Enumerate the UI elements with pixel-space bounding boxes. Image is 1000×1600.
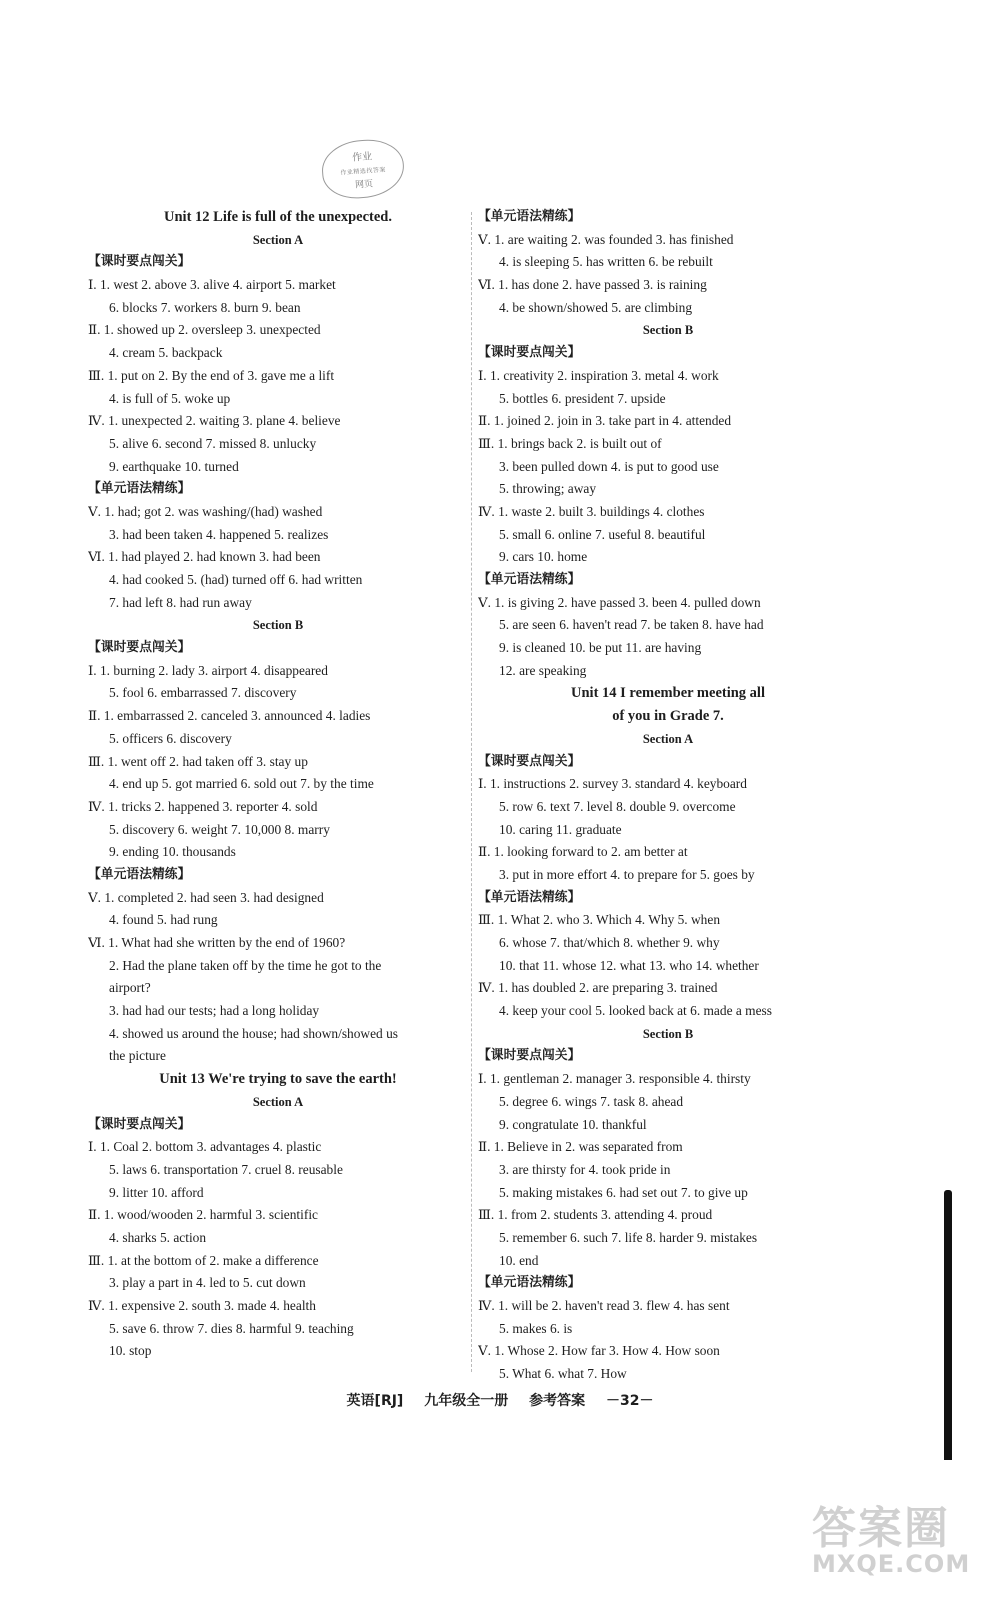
answer-line-continued: 5. throwing; away <box>499 481 597 497</box>
unit-title: of you in Grade 7. <box>612 708 724 725</box>
section-title: Section B <box>252 618 304 633</box>
answer-line: Ⅳ. 1. tricks 2. happened 3. reporter 4. sold <box>88 798 318 814</box>
unit-title: Unit 14 I remember meeting all <box>571 685 765 702</box>
answer-column-right <box>478 206 858 1386</box>
answer-line-continued: 3. had had our tests; had a long holiday <box>109 1003 320 1019</box>
answer-line-continued: 10. that 11. whose 12. what 13. who 14. whether <box>499 957 759 973</box>
answer-line-continued: 5. small 6. online 7. useful 8. beautiful <box>499 526 706 542</box>
block-heading: 【课时要点闯关】 <box>88 254 191 270</box>
answer-line: Ⅳ. 1. has doubled 2. are preparing 3. trained <box>478 980 718 996</box>
answer-line: Ⅰ. 1. instructions 2. survey 3. standard 4. keyboard <box>478 776 747 792</box>
section-title: Section A <box>252 232 304 247</box>
block-heading: 【单元语法精练】 <box>88 866 191 882</box>
answer-line-continued: 6. blocks 7. workers 8. burn 9. bean <box>109 299 301 315</box>
stamp-seal <box>320 137 406 201</box>
seal-line-3: 网页 <box>354 179 374 191</box>
answer-line-continued: 5. save 6. throw 7. dies 8. harmful 9. teaching <box>109 1320 354 1336</box>
answer-line-continued: 7. had left 8. had run away <box>109 594 252 610</box>
answer-line-continued: 5. fool 6. embarrassed 7. discovery <box>109 685 297 701</box>
answer-line-continued: 5. row 6. text 7. level 8. double 9. overcome <box>499 798 736 814</box>
answer-line: Ⅴ. 1. Whose 2. How far 3. How 4. How soon <box>478 1343 720 1359</box>
block-heading: 【单元语法精练】 <box>88 481 191 497</box>
answer-line: Ⅰ. 1. Coal 2. bottom 3. advantages 4. plastic <box>88 1139 322 1155</box>
answer-line-continued: 4. showed us around the house; had shown/showed us <box>109 1025 398 1041</box>
answer-line-continued: 3. had been taken 4. happened 5. realizes <box>109 526 329 542</box>
page-footer <box>0 1390 1000 1410</box>
answer-line-continued: 10. caring 11. graduate <box>499 821 622 837</box>
seal-line-2: 作业精选找答案 <box>340 166 387 177</box>
column-divider <box>471 212 472 1372</box>
answer-line-continued: 5. officers 6. discovery <box>109 730 232 746</box>
answer-line-continued: 4. is full of 5. woke up <box>109 390 231 406</box>
block-heading: 【单元语法精练】 <box>478 1275 581 1291</box>
answer-line: Ⅲ. 1. put on 2. By the end of 3. gave me a lift <box>88 367 335 383</box>
answer-line: Ⅴ. 1. had; got 2. was washing/(had) washed <box>88 503 323 519</box>
block-heading: 【课时要点闯关】 <box>88 640 191 656</box>
answer-line: Ⅰ. 1. west 2. above 3. alive 4. airport 5. market <box>88 277 336 293</box>
answer-line: Ⅰ. 1. burning 2. lady 3. airport 4. disappeared <box>88 662 328 678</box>
watermark-text: 答案圈 <box>812 1503 950 1554</box>
answer-line-continued: 3. put in more effort 4. to prepare for 5. goes by <box>499 866 755 882</box>
answer-line-continued: 4. found 5. had rung <box>109 912 218 928</box>
footer-label: 参考答案 <box>529 1393 586 1409</box>
answer-column-left <box>88 206 468 1363</box>
block-heading: 【课时要点闯关】 <box>478 1048 581 1064</box>
answer-line-continued: 5. bottles 6. president 7. upside <box>499 390 666 406</box>
section-title: Section A <box>252 1094 304 1109</box>
footer-subject: 英语[RJ] <box>346 1393 404 1409</box>
answer-line-continued: 5. discovery 6. weight 7. 10,000 8. marry <box>109 821 330 837</box>
answer-line: Ⅳ. 1. waste 2. built 3. buildings 4. clothes <box>478 503 705 519</box>
block-heading: 【课时要点闯关】 <box>88 1116 191 1132</box>
answer-line-continued: airport? <box>109 980 151 996</box>
answer-line: Ⅲ. 1. from 2. students 3. attending 4. proud <box>478 1207 713 1223</box>
answer-line-continued: 9. congratulate 10. thankful <box>499 1116 647 1132</box>
answer-line-continued: 5. making mistakes 6. had set out 7. to give up <box>499 1184 748 1200</box>
answer-line: Ⅲ. 1. at the bottom of 2. make a difference <box>88 1252 319 1268</box>
section-title: Section A <box>642 731 694 746</box>
answer-line: Ⅱ. 1. Believe in 2. was separated from <box>478 1139 683 1155</box>
answer-line-continued: 3. play a part in 4. led to 5. cut down <box>109 1275 306 1291</box>
answer-line: Ⅱ. 1. wood/wooden 2. harmful 3. scientific <box>88 1207 319 1223</box>
section-title: Section B <box>642 323 694 338</box>
answer-line: Ⅳ. 1. expensive 2. south 3. made 4. health <box>88 1298 316 1313</box>
answer-line: Ⅲ. 1. What 2. who 3. Which 4. Why 5. when <box>478 912 721 928</box>
answer-line: Ⅵ. 1. What had she written by the end of 1960? <box>88 935 346 950</box>
answer-line-continued: 5. degree 6. wings 7. task 8. ahead <box>499 1093 684 1109</box>
answer-line-continued: 10. end <box>499 1252 539 1268</box>
answer-line: Ⅳ. 1. will be 2. haven't read 3. flew 4. has sent <box>478 1298 730 1313</box>
answer-line-continued: 9. cars 10. home <box>499 549 588 565</box>
block-heading: 【单元语法精练】 <box>478 572 581 587</box>
answer-line: Ⅲ. 1. brings back 2. is built out of <box>478 435 662 451</box>
answer-line: Ⅱ. 1. showed up 2. oversleep 3. unexpected <box>88 322 321 338</box>
answer-line: Ⅰ. 1. gentleman 2. manager 3. responsible 4. thirsty <box>478 1071 751 1087</box>
answer-line-continued: 5. makes 6. is <box>499 1320 573 1336</box>
section-title: Section B <box>642 1026 694 1041</box>
answer-line-continued: 4. be shown/showed 5. are climbing <box>499 299 693 315</box>
unit-title: Unit 13 We're trying to save the earth! <box>159 1071 397 1088</box>
watermark-logo <box>812 1492 970 1578</box>
answer-line-continued: 4. sharks 5. action <box>109 1229 207 1245</box>
page-number: －32－ <box>605 1393 654 1409</box>
scan-edge-shadow <box>944 1190 952 1460</box>
answer-line-continued: 9. earthquake 10. turned <box>109 458 239 474</box>
answer-line-continued: 4. keep your cool 5. looked back at 6. made a mess <box>499 1003 772 1019</box>
answer-line: Ⅱ. 1. embarrassed 2. canceled 3. announced 4. ladies <box>88 708 371 724</box>
answer-line-continued: 10. stop <box>109 1343 152 1359</box>
watermark-url: MXQE.COM <box>812 1550 971 1578</box>
answer-line-continued: 4. end up 5. got married 6. sold out 7. by the time <box>109 776 374 792</box>
block-heading: 【课时要点闯关】 <box>478 753 581 769</box>
footer-grade: 九年级全一册 <box>424 1393 509 1409</box>
answer-line: Ⅱ. 1. looking forward to 2. am better at <box>478 844 688 860</box>
answer-line: Ⅰ. 1. creativity 2. inspiration 3. metal 4. work <box>478 367 719 383</box>
answer-line-continued: 9. ending 10. thousands <box>109 844 236 860</box>
answer-line-continued: 9. is cleaned 10. be put 11. are having <box>499 640 702 656</box>
unit-title: Unit 12 Life is full of the unexpected. <box>164 209 392 225</box>
block-heading: 【单元语法精练】 <box>478 209 581 224</box>
answer-line: Ⅴ. 1. are waiting 2. was founded 3. has finished <box>478 231 734 247</box>
answer-line-continued: the picture <box>109 1048 166 1064</box>
answer-line-continued: 12. are speaking <box>499 662 587 678</box>
answer-line-continued: 3. are thirsty for 4. took pride in <box>499 1161 671 1177</box>
answer-line: Ⅱ. 1. joined 2. join in 3. take part in 4. attended <box>478 413 732 429</box>
answer-line-continued: 5. alive 6. second 7. missed 8. unlucky <box>109 435 317 451</box>
answer-line-continued: 3. been pulled down 4. is put to good use <box>499 458 719 474</box>
answer-line-continued: 5. laws 6. transportation 7. cruel 8. reusable <box>109 1161 343 1177</box>
answer-line-continued: 2. Had the plane taken off by the time he got to the <box>109 957 382 973</box>
answer-line: Ⅳ. 1. unexpected 2. waiting 3. plane 4. believe <box>88 413 341 429</box>
answer-line-continued: 6. whose 7. that/which 8. whether 9. why <box>499 935 720 950</box>
answer-line: Ⅴ. 1. completed 2. had seen 3. had designed <box>88 889 324 905</box>
answer-line-continued: 4. had cooked 5. (had) turned off 6. had written <box>109 572 363 587</box>
answer-line: Ⅵ. 1. has done 2. have passed 3. is raining <box>478 277 707 293</box>
answer-line-continued: 5. What 6. what 7. How <box>499 1366 627 1382</box>
block-heading: 【单元语法精练】 <box>478 889 581 905</box>
answer-line-continued: 5. remember 6. such 7. life 8. harder 9. mistakes <box>499 1229 758 1245</box>
block-heading: 【课时要点闯关】 <box>478 345 581 361</box>
answer-line-continued: 9. litter 10. afford <box>109 1184 204 1200</box>
answer-line: Ⅵ. 1. had played 2. had known 3. had been <box>88 549 321 565</box>
answer-line-continued: 4. cream 5. backpack <box>109 345 223 361</box>
answer-line-continued: 5. are seen 6. haven't read 7. be taken 8. have had <box>499 617 764 633</box>
seal-line-1: 作业 <box>351 151 373 164</box>
answer-line: Ⅴ. 1. is giving 2. have passed 3. been 4. pulled down <box>478 594 761 610</box>
answer-line-continued: 4. is sleeping 5. has written 6. be rebuilt <box>499 254 713 270</box>
answer-line: Ⅲ. 1. went off 2. had taken off 3. stay up <box>88 753 308 769</box>
